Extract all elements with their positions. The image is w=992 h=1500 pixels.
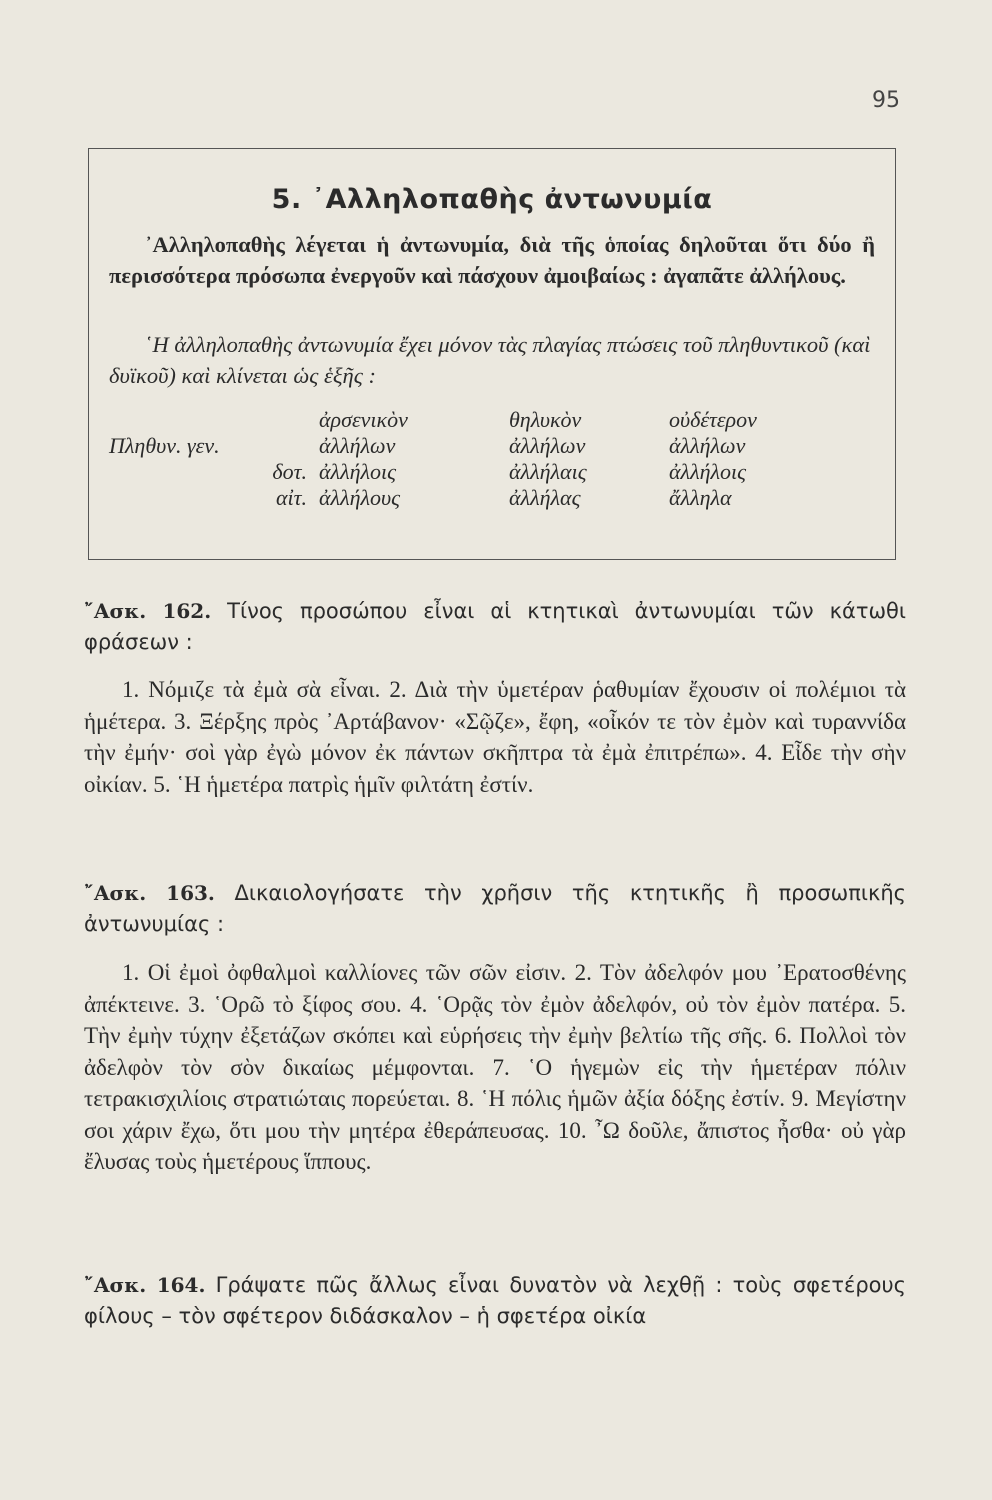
header-neuter: οὐδέτερον [669, 407, 757, 432]
exercise-164-instruction [84, 1270, 906, 1332]
form-cell: ἀλλήλαις [509, 459, 587, 484]
exercise-163-instruction [84, 878, 906, 940]
exercise-instruction: Τίνος προσώπου εἶναι αἱ κτητικαὶ ἀντωνυμίαι τῶν κάτωθι φράσεων : [84, 599, 907, 654]
exercise-162-instruction [84, 596, 906, 658]
form-cell: ἀλλήλους [319, 485, 401, 510]
exercise-instruction: Δικαιολογήσατε τὴν χρῆσιν τῆς κτητικῆς ἢ προσωπικῆς ἀντωνυμίας : [84, 881, 906, 936]
number-label: Πληθυν. [109, 433, 182, 458]
declension-row-dative [109, 459, 869, 485]
exercise-label: ῎Ασκ. 163. [84, 881, 215, 905]
declension-note: ῾Η ἀλληλοπαθὴς ἀντωνυμία ἔχει μόνον τὰς πλαγίας πτώσεις τοῦ πληθυντικοῦ (καὶ δυϊκοῦ) καὶ κλίνεται ὡς ἑξῆς : [109, 332, 871, 388]
exercise-label: ῎Ασκ. 164. [84, 1273, 206, 1297]
case-label: αἰτ. [275, 485, 307, 510]
grammar-box [88, 148, 896, 560]
exercise-162-text: 1. Νόμιζε τὰ ἐμὰ σὰ εἶναι. 2. Διὰ τὴν ὑμετέραν ῥαθυμίαν ἔχουσιν οἱ πολέμιοι τὰ ἡμέτερα. 3. Ξέρξης πρὸς ᾿Αρτάβανον· «Σῷζε», ἔφη, «οἶκόν τε τὸν ἐμὸν καὶ τυραννίδα τὴν ἐμήν· σοὶ γὰρ ἐγὼ μόνον ἐκ πάντων σκῆπτρα τὰ ἐμὰ ἐπιτρέπω». 4. Εἶδε τὴν σὴν οἰκίαν. 5. ῾Η ἡμετέρα πατρὶς ἡμῖν φιλτάτη ἐστίν. [84, 677, 906, 797]
form-cell: ἄλληλα [669, 485, 732, 510]
case-label: γεν. [187, 433, 220, 458]
declension-header-row [109, 407, 869, 433]
form-cell: ἀλλήλων [509, 433, 586, 458]
declension-table [109, 407, 869, 511]
exercise-label: ῎Ασκ. 162. [84, 599, 212, 623]
case-label: δοτ. [272, 459, 307, 484]
form-cell: ἀλλήλας [509, 485, 581, 510]
exercise-163-text: 1. Οἱ ἐμοὶ ὀφθαλμοὶ καλλίονες τῶν σῶν εἰσιν. 2. Τὸν ἀδελφόν μου ᾿Ερατοσθένης ἀπέκτεινε. 3. ῾Ορῶ τὸ ξίφος σου. 4. ῾Ορᾷς τὸν ἐμὸν ἀδελφόν, οὐ τὸν ἐμὸν πατέρα. 5. Τὴν ἐμὴν τύχην ἐξετάζων σκόπει καὶ εὑρήσεις τὴν ἐμὴν βελτίω τῆς σῆς. 6. Πολλοὶ τὸν ἀδελφὸν τὸν σὸν δικαίως μέμφονται. 7. ῾Ο ἡγεμὼν εἰς τὴν ἡμετέραν πόλιν τετρακισχιλίοις στρατιώταις πορεύεται. 8. ῾Η πόλις ἡμῶν ἀξία δόξης ἐστίν. 9. Μεγίστην σοι χάριν ἔχω, ὅτι μου τὴν μητέρα ἐθεράπευσας. 10. ῏Ω δοῦλε, ἄπιστος ἦσθα· οὐ γὰρ ἔλυσας τοὺς ἡμετέρους ἵππους. [84, 960, 906, 1174]
declension-row-genitive [109, 433, 869, 459]
form-cell: ἀλλήλοις [319, 459, 397, 484]
number-label [109, 485, 193, 511]
section-title: 5. ᾿Αλληλοπαθὴς ἀντωνυμία [271, 184, 713, 215]
number-label [109, 459, 193, 485]
form-cell: ἀλλήλων [669, 433, 746, 458]
form-cell: ἀλλήλοις [669, 459, 747, 484]
header-feminine: θηλυκὸν [509, 407, 582, 432]
header-masculine: ἀρσενικὸν [319, 407, 408, 432]
form-cell: ἀλλήλων [319, 433, 396, 458]
page-number: 95 [872, 88, 900, 113]
exercise-instruction: Γράψατε πῶς ἄλλως εἶναι δυνατὸν νὰ λεχθῇ : τοὺς σφετέρους φίλους – τὸν σφέτερον διδάσκαλον – ἡ σφετέρα οἰκία [84, 1273, 906, 1328]
declension-row-accusative [109, 485, 869, 511]
definition-text: ᾿Αλληλοπαθὴς λέγεται ἡ ἀντωνυμία, διὰ τῆς ὁποίας δηλοῦται ὅτι δύο ἢ περισσότερα πρόσωπα ἐνεργοῦν καὶ πάσχουν ἀμοιβαίως : ἀγαπᾶτε ἀλλήλους. [109, 232, 875, 288]
